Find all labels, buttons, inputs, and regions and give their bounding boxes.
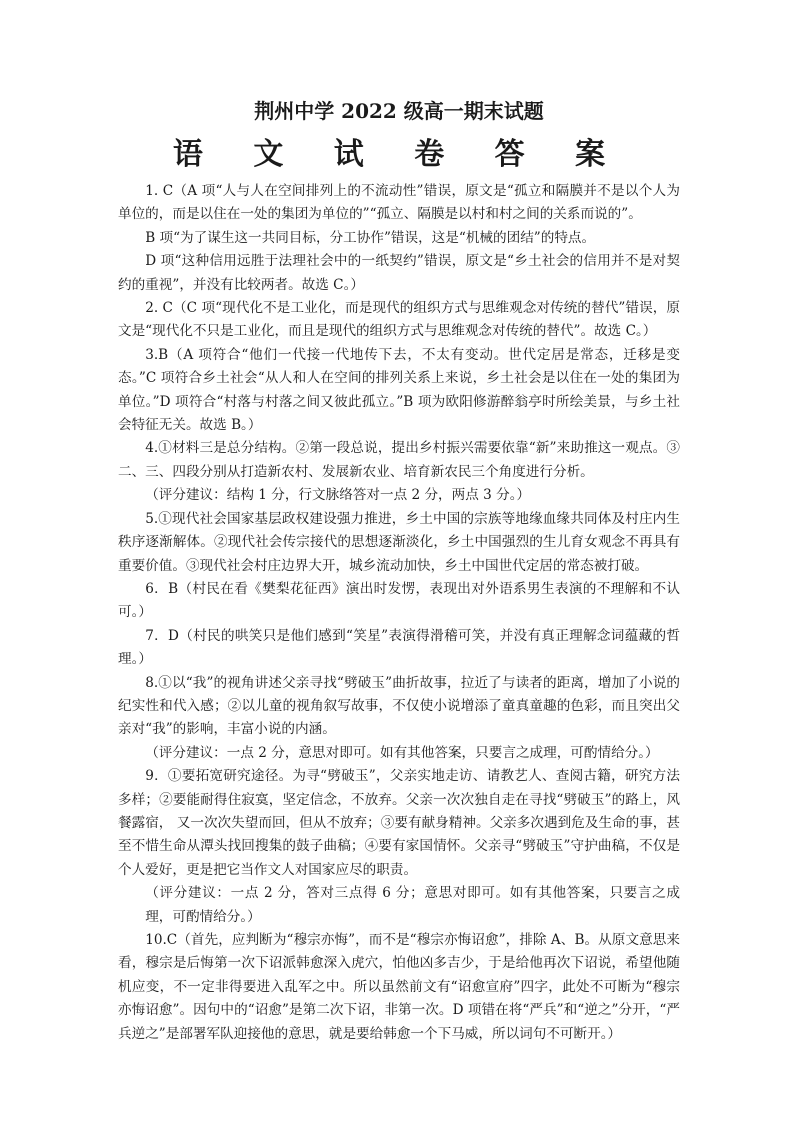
answer-8: 8.①以“我”的视角讲述父亲寻找“劈破玉”曲折故事，拉近了与读者的距离，增加了小说的纪实性和代入感；②以儿童的视角叙写故事，不仅使小说增添了童真童趣的色彩，而且突出父亲对“我”的影响，丰富小说的内涵。 (118, 674, 680, 738)
answer-1: 1. C（A 项“人与人在空间排列上的不流动性”错误，原文是“孤立和隔膜并不是以个人为单位的，而是以住在一处的集团为单位的”“孤立、隔膜是以村和村之间的关系而说的”。 (118, 183, 680, 223)
answer-9: 9．①要拓宽研究途径。为寻“劈破玉”，父亲实地走访、请教艺人、查阅古籍，研究方法多样；②要能耐得住寂寞，坚定信念，不放弃。父亲一次次独自走在寻找“劈破玉”的路上，风餐露宿， 又一次次失望而回，但从不放弃；③要有献身精神。父亲多次遇到危及生命的事，甚至不惜生命从潭头找回搜集的鼓子曲稿；④要有家国情怀。父亲寻“劈破玉”守护曲稿，不仅是个人爱好，更是把它当作文人对国家应尽的职责。 (118, 768, 680, 878)
answer-2: 2. C（C 项“现代化不是工业化，而是现代的组织方式与思维观念对传统的替代”错误，原文是“现代化不只是工业化，而且是现代的组织方式与思维观念对传统的替代”。故选 C。） (118, 300, 680, 340)
answer-document (118, 96, 680, 1046)
exam-title: 荆州中学 2022 级高一期末试题 (254, 99, 544, 123)
answer-5: 5.①现代社会国家基层政权建设强力推进，乡土中国的宗族等地缘血缘共同体及村庄内生秩序逐渐解体。②现代社会传宗接代的思想逐渐淡化，乡土中国强烈的生儿育女观念不再具有重要价值。③现代社会村庄边界大开，城乡流动加快，乡土中国世代定居的常态被打破。 (118, 510, 680, 574)
answer-8-scoring-note: （评分建议：一点 2 分，意思对即可。如有其他答案，只要言之成理，可酌情给分。） (145, 744, 659, 761)
answer-1-option-b: B 项“为了谋生这一共同目标，分工协作”错误，这是“机械的团结”的特点。 (145, 229, 596, 246)
answer-10: 10.C（首先，应判断为“穆宗亦悔”，而不是“穆宗亦悔诏愈”，排除 A、B。从原文意思来看，穆宗是后悔第一次下诏派韩愈深入虎穴，怕他凶多吉少，于是给他再次下诏说，希望他随机应变，不一定非得要进入乱军之中。所以虽然前文有“诏愈宣府”四字，此处不可断为“穆宗亦悔诏愈”。因句中的“诏愈”是第二次下诏，非第一次。D 项错在将“严兵”和“逆之”分开，“严兵逆之”是部署军队迎接他的意思，就是要给韩愈一个下马威，所以词句不可断开。） (118, 932, 680, 1042)
subject-title: 语 文 试 卷 答 案 (172, 137, 626, 172)
answer-1-option-d: D 项“这种信用远胜于法理社会中的一纸契约”错误，原文是“乡土社会的信用并不是对契约的重视”，并没有比较两者。故选 C。） (118, 253, 680, 293)
answer-9-scoring-note: （评分建议：一点 2 分，答对三点得 6 分；意思对即可。如有其他答案，只要言之成理，可酌情给分。） (145, 885, 680, 925)
answer-6: 6．B（村民在看《樊梨花征西》演出时发愣，表现出对外语系男生表演的不理解和不认可。） (118, 580, 680, 621)
answer-4-scoring-note: （评分建议：结构 1 分，行文脉络答对一点 2 分，两点 3 分。） (145, 487, 531, 504)
answer-7: 7．D（村民的哄笑只是他们感到“笑星”表演得滑稽可笑，并没有真正理解念词蕴藏的哲理。） (118, 627, 680, 668)
answer-4: 4.①材料三是总分结构。②第一段总说，提出乡村振兴需要依靠“新”来助推这一观点。③二、三、四段分别从打造新农村、发展新农业、培育新农民三个角度进行分析。 (118, 440, 680, 480)
answer-3: 3.B（A 项符合“他们一代接一代地传下去，不太有变动。世代定居是常态，迁移是变态。”C 项符合乡土社会“从人和人在空间的排列关系上来说，乡土社会是以住在一处的集团为单位。”D 项符合“村落与村落之间又彼此孤立。”B 项为欧阳修游醉翁亭时所绘美景，与乡土社会特征无关。故选 B。） (118, 346, 680, 434)
